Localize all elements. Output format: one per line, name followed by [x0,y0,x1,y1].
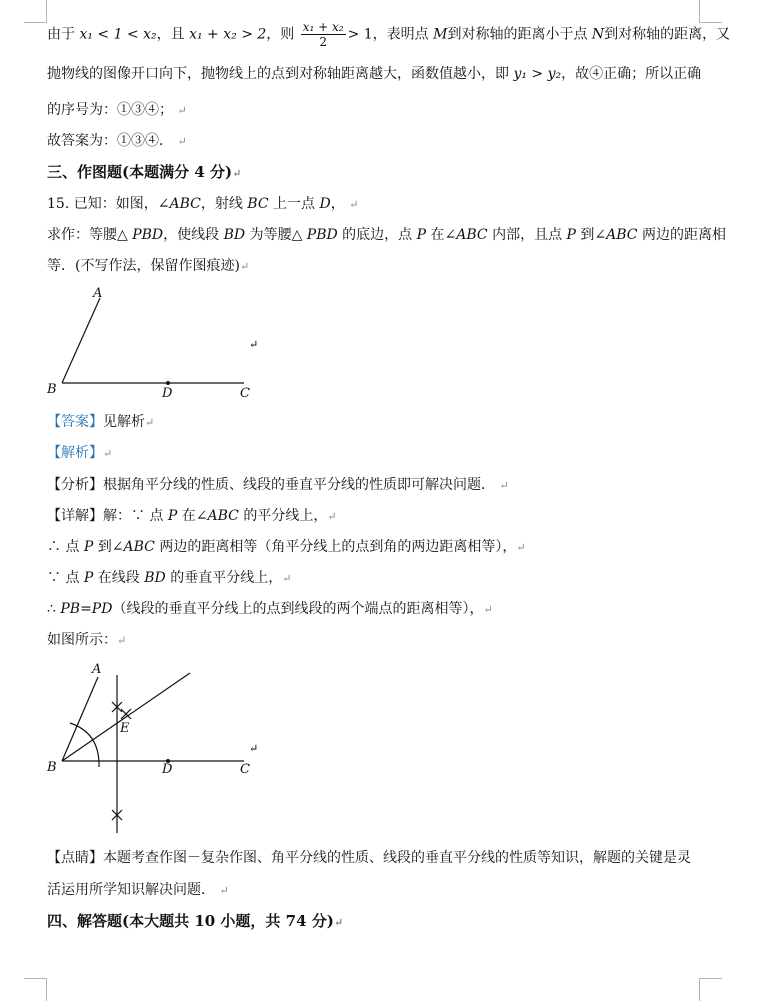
paragraph-mark: ↵ [145,416,155,429]
section-heading-3: 三、作图题(本题满分 4 分)↵ [47,163,242,181]
paragraph-mark: ↵ [117,634,127,647]
fenxi-line: 【分析】根据角平分线的性质、线段的垂直平分线的性质即可解决问题． ↵ [47,477,509,493]
detail-line-2: ∴ 点 P 到∠ABC 两边的距离相等（角平分线上的点到角的两边距离相等），↵ [47,539,526,555]
paragraph-mark: ↵ [349,198,359,211]
paragraph-mark: ↵ [249,742,259,755]
comment-line-2: 活运用所学知识解决问题． ↵ [47,882,229,898]
paragraph-mark: ↵ [333,916,344,929]
question-15-line-2: 求作：等腰△ PBD，使线段 BD 为等腰△ PBD 的底边，点 P 在∠ABC 内部，且点 P 到∠ABC 两边的距离相 [47,227,726,243]
detail-line-1: 【详解】解：∵ 点 P 在∠ABC 的平分线上，↵ [47,508,337,524]
paragraph-mark: ↵ [483,603,493,616]
figure-1-angle [0,280,300,410]
paragraph-mark: ↵ [499,479,509,492]
paragraph-mark: ↵ [177,135,187,148]
text-line-3: 的序号为：①③④； ↵ [47,102,187,118]
answer-line: 【答案】见解析↵ [47,414,155,430]
comment-line-1: 【点睛】本题考查作图－复杂作图、角平分线的性质、线段的垂直平分线的性质等知识，解题的关键是灵 [47,850,691,866]
label-a: A [93,286,103,301]
page-corner-bottom-right [699,978,722,1001]
text-line-2: 抛物线的图像开口向下，抛物线上的点到对称轴距离越大，函数值越小，即 y₁ > y₂，故④正确；所以正确 [47,66,702,82]
page-corner-top-left [24,0,47,23]
label-d: D [162,762,173,777]
paragraph-mark: ↵ [249,338,259,351]
ray-ba [62,298,100,383]
label-e: E [120,721,130,736]
paragraph-mark: ↵ [232,167,242,180]
label-b: B [47,382,57,397]
label-d: D [162,386,173,401]
fraction: $\frac{\text{x₁ + x₂}}{2}$ [302,20,344,49]
analysis-line [47,443,112,464]
page-corner-bottom-left [24,978,47,1001]
paragraph-mark: ↵ [327,510,337,523]
detail-line-3: ∵ 点 P 在线段 BD 的垂直平分线上，↵ [47,570,292,586]
paragraph-mark: ↵ [219,884,229,897]
question-15-line-3: 等．(不写作法，保留作图痕迹)↵ [47,258,250,274]
label-c: C [240,386,250,401]
question-15-line-1: 15. 已知：如图，∠ABC，射线 BC 上一点 D， ↵ [47,196,359,212]
text-line-4: 故答案为：①③④． ↵ [47,133,187,149]
answer-tag: 【答案】 [47,414,103,430]
paragraph-mark: ↵ [282,572,292,585]
label-b: B [47,760,57,775]
label-c: C [240,762,250,777]
section-heading-4: 四、解答题(本大题共 10 小题，共 74 分)↵ [47,912,344,930]
figure-2-construction [0,655,300,845]
paragraph-mark: ↵ [516,541,526,554]
analysis-tag: 【解析】 [47,445,103,461]
text-line-1: 由于 x₁ < 1 < x₂，且 x₁ + x₂ > 2，则 $\frac{\text{x₁ + x₂}}{2}$ > 1，表明点 M到对称轴的距离小于点 N到对称轴的距离，又 [47,20,731,49]
paragraph-mark: ↵ [239,260,250,273]
detail-line-4: ∴ PB=PD（线段的垂直平分线上的点到线段的两个端点的距离相等），↵ [47,601,493,617]
label-a: A [92,662,102,677]
paragraph-mark: ↵ [103,447,113,460]
point-d [166,381,170,385]
detail-line-5: 如图所示：↵ [47,632,127,648]
paragraph-mark: ↵ [177,104,187,117]
